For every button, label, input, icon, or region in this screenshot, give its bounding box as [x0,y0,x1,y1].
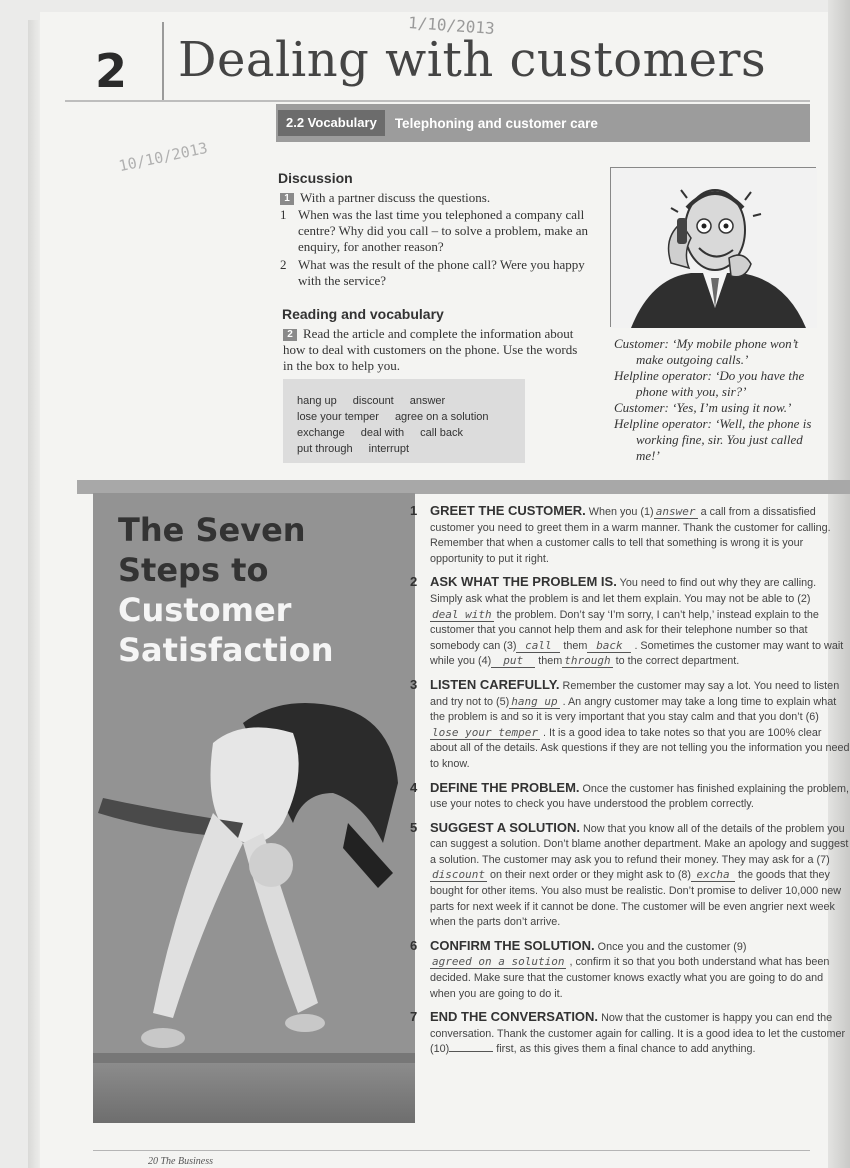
answer-blank[interactable]: discount [432,868,485,882]
word-box-item: answer [409,395,446,407]
question-number: 1 [280,207,287,222]
word-box-item: put through [297,443,353,455]
answer-blank[interactable]: answer [654,506,698,519]
chapter-divider [162,22,164,102]
step-text: the goods that they bought for other items. You also must be realistic. Don’t promise to deliver 10,000 new parts for next week if it cannot be done. The customer will be even angrier next week when the parts don’t arrive. [430,869,842,929]
grass-strip [93,1063,415,1123]
step-number: 3 [410,676,418,692]
article-title-line: The Seven [118,511,306,549]
step-text: , confirm it so that you both understand what has been decided. Make sure that the customer knows exactly what you are going to do and when you are going to do it. [430,956,830,1000]
step-text: on their next order or they might ask to (8) [489,869,692,882]
step-number: 2 [410,574,418,590]
answer-blank[interactable]: put [491,655,535,668]
step-item [410,820,850,931]
question-item [280,257,590,289]
question-item [280,207,590,255]
answer-blank[interactable]: call [516,640,560,653]
step-number: 4 [410,779,418,795]
step-text: Once you and the customer (9) [597,940,747,953]
step-body [430,820,850,931]
step-item [410,938,850,1002]
discussion-instruction [280,190,590,206]
step-heading: CONFIRM THE SOLUTION. [430,937,595,953]
answer-blank[interactable] [449,1051,493,1052]
answer-blank[interactable]: lose your temper [432,725,538,739]
step-item [410,1009,850,1058]
step-number: 1 [410,503,418,518]
footer-rule [93,1150,810,1151]
cartoon-caption [614,336,824,464]
handwritten-date: 1/10/2013 [407,12,496,39]
step-text: Now that the customer is happy you can end the conversation. Thank the customer again for calling. It is a good idea to let the customer (10) [430,1012,846,1056]
step-body [430,503,850,567]
word-box-row [297,393,513,409]
answer-blank[interactable]: excha [691,869,735,882]
word-box-item: discount [352,395,394,407]
step-heading: ASK WHAT THE PROBLEM IS. [430,574,617,590]
word-box [283,379,525,463]
word-box-row [297,441,513,457]
step-body [430,1009,850,1058]
word-box-item: deal with [360,427,405,439]
question-list [280,207,590,291]
step-text: the problem. Don’t say ‘I’m sorry, I can’t help,’ instead explain to the customer that you cannot help them and ask for their telephone number so that somebody can (3) [430,608,819,652]
article-title [118,510,333,670]
word-box-row [297,409,513,425]
step-text: . An angry customer may take a long time to explain what the problem is and so it is very important that you stay calm and that you don’t (6) [430,695,837,724]
question-text: What was the result of the phone call? Were you happy with the service? [298,257,585,288]
step-text: Remember the customer may say a lot. You need to listen and try not to (5) [430,679,840,708]
answer-blank[interactable]: deal with [432,607,492,621]
step-text: . Sometimes the customer may want to wait while you (4) [430,639,844,668]
word-box-item: call back [420,427,463,439]
step-text: them [563,639,588,652]
page-footer: 20 The Business [148,1156,213,1167]
answer-blank[interactable]: through [564,654,611,668]
step-text: to the correct department. [615,655,740,668]
chapter-title: Dealing with customers [178,32,767,88]
step-item [410,503,850,567]
section-bar [276,104,810,142]
answer-blank[interactable]: back [587,640,631,653]
discussion-heading: Discussion [278,170,353,186]
caption-line: Customer: ‘My mobile phone won’t make outgoing calls.’ [614,336,799,367]
word-box-item: interrupt [368,443,410,455]
word-box-item: agree on a solution [394,411,489,423]
step-heading: END THE CONVERSATION. [430,1009,599,1025]
word-box-row [297,425,513,441]
step-heading: DEFINE THE PROBLEM. [430,779,580,795]
step-text: Now that you know all of the details of the problem you can suggest a solution. Don’t blame another department. Make an apology and suggest a solution. The customer may ask you to refund their money. They may ask for a (7) [430,822,849,866]
steps-list [410,503,850,1065]
step-body [430,938,850,1002]
caption-line: Helpline operator: ‘Do you have the phone with you, sir?’ [614,368,805,399]
step-number: 6 [410,937,418,953]
worried-man-phone-illustration [611,168,817,328]
step-item [410,574,850,670]
cartoon-panel [610,167,816,327]
caption-line: Helpline operator: ‘Well, the phone is working fine, sir. You just called me!’ [614,416,812,463]
step-text: You need to find out why they are calling. Simply ask what the problem is and let them explain. You may not be able to (2) [430,577,817,605]
step-text: When you (1) [588,506,654,518]
answer-blank[interactable]: hang up [511,694,558,708]
step-body [430,574,850,670]
header-rule [65,100,810,102]
step-text: Once the customer has finished explaining the problem, use your notes to check you have understood the problem correctly. [430,782,849,811]
step-body [430,780,850,813]
word-box-item: exchange [297,427,345,439]
step-item [410,677,850,773]
question-number: 2 [280,257,287,272]
step-text: a call from a dissatisfied customer you need to greet them in a warm manner. Thank the customer for calling. Remember that when a customer calls to tell that something is wrong it is your opportunity to put it right. [430,506,831,565]
instruction-text: With a partner discuss the questions. [300,190,491,205]
step-heading: LISTEN CAREFULLY. [430,676,560,692]
step-number: 5 [410,819,418,835]
word-box-item: hang up [297,395,337,407]
section-number: 2.2 Vocabulary [278,110,385,136]
article-title-line: Steps to [118,551,269,589]
caption-line: Customer: ‘Yes, I’m using it now.’ [614,400,792,415]
step-body [430,677,850,773]
answer-blank[interactable]: agreed on a solution [432,955,565,969]
article-top-band [77,480,850,494]
article-title-line: Customer [118,591,292,629]
reading-heading: Reading and vocabulary [282,306,444,322]
step-text: first, as this gives them a final chance to add anything. [496,1043,756,1056]
handwritten-margin-date: 10/10/2013 [117,138,210,176]
instruction-text: Read the article and complete the information about how to deal with customers on the phone. Use the words in the box to help you. [283,326,578,373]
question-text: When was the last time you telephoned a company call centre? Why did you call – to solve a problem, make an enquiry, for another reason? [298,207,588,254]
step-item [410,780,850,813]
word-box-item: lose your temper [297,411,379,423]
step-number: 7 [410,1009,418,1025]
step-heading: SUGGEST A SOLUTION. [430,819,580,835]
section-topic: Telephoning and customer care [394,115,598,131]
step-text: them [538,655,563,668]
chapter-number: 2 [95,44,128,98]
task-number-badge: 1 [280,193,294,205]
article-title-line: Satisfaction [118,631,334,669]
task-number-badge: 2 [283,329,297,341]
step-heading: GREET THE CUSTOMER. [430,503,586,518]
reading-instruction [283,326,588,374]
step-text: . It is a good idea to take notes so that you are 100% clear about all of the details. Ask questions if they are not telling you the information you need to know. [430,726,850,770]
